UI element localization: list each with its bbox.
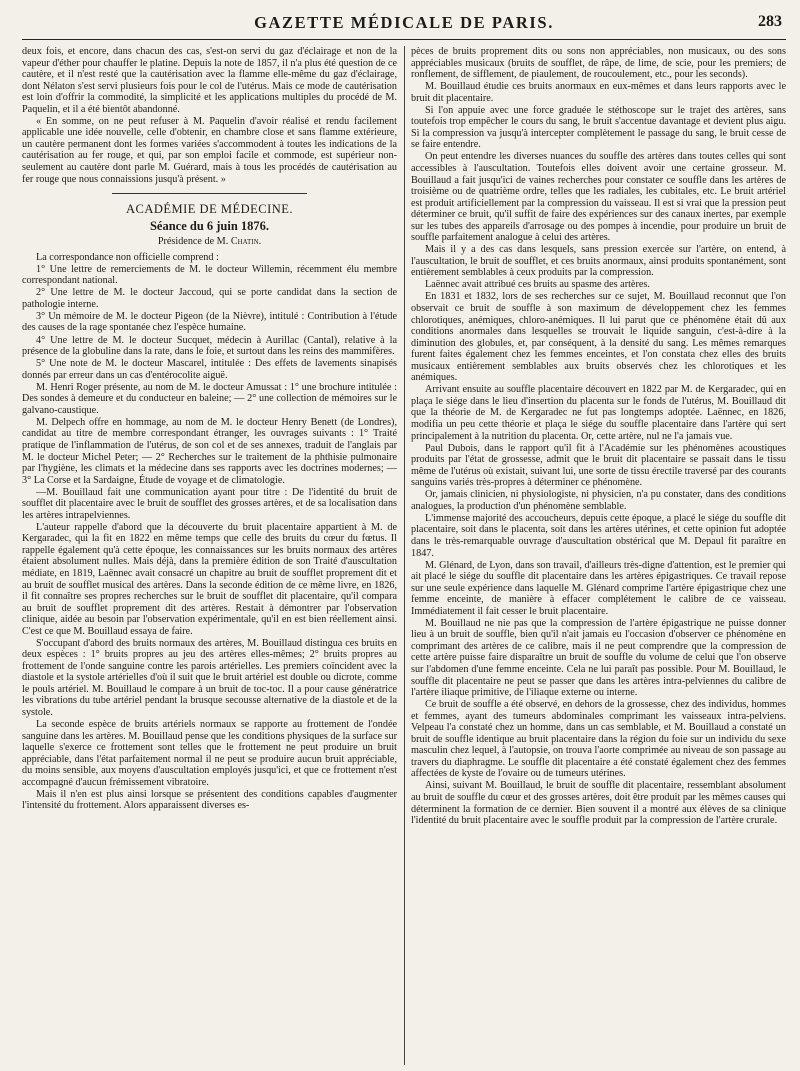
paragraph: Mais il n'en est plus ainsi lorsque se présentent des conditions capables d'augmenter l'intensité du frottement. Alors apparaissent diverses es-	[22, 788, 397, 812]
session-title: Séance du 6 juin 1876.	[149, 218, 270, 233]
paragraph: Arrivant ensuite au souffle placentaire découvert en 1822 par M. de Kergaradec, qui en plaça le siége dans le lieu d'insertion du placenta sur le fonds de l'utérus, M. Bouillaud dit que la théorie de M. de Kergaradec ne fut pas longtemps adoptée. Laënnec, en 1826, modifia un peu cette théorie et plaça le siége du souffle placentaire dans l'artère qui sert principalement à la nutrition du placenta. Or, cette artère, nul ne l'a jamais vue.	[411, 384, 786, 442]
paragraph: L'auteur rappelle d'abord que la découverte du bruit placentaire appartient à M. de Kergaradec, qui la fit en 1822 en même temps que celle des bruits du cœur du fœtus. Il rappelle également qu'à cette époque, les connaissances sur les bruits normaux des artères étaient absolument nulles. Mais déjà, dans la première édition de son Traité d'auscultation médiate, en 1819, Laënnec avait consacré un chapitre au bruit de soufflet proprement dit et au bruit de soufflet musical des artères. Dans la seconde édition de ce même livre, en 1826, il fit connaître ses propres recherches sur le bruit de soufflet dit placentaire, qu'il compara au bruit de soufflet proprement dit des artères. Restait à démontrer par l'observation clinique, aidée au besoin par l'observation expérimentale, qu'il en est bien réellement ainsi. C'est ce que M. Bouillaud essaya de faire.	[22, 521, 397, 637]
paragraph: Or, jamais clinicien, ni physiologiste, ni physicien, n'a pu constater, dans des conditions analogues, la production d'un phénomène semblable.	[411, 489, 786, 512]
paragraph: S'occupant d'abord des bruits normaux des artères, M. Bouillaud distingua ces bruits en deux espèces : 1° bruits propres au jeu des artères elles-mêmes; 2° bruits propres au frottement de l'onde sanguine contre les parois artérielles. Les premiers coïncident avec la diastole et la systole artérielles d'où il suit que le bruit artériel est double ou dicrote, comme le pouls artériel. M. Bouillaud le compare à un bruit de toc-toc. Il a pour cause génératrice les vibrations du tube artériel pendant la brusque secousse alternative de la diastole et de la systole.	[22, 637, 397, 719]
paragraph: En 1831 et 1832, lors de ses recherches sur ce sujet, M. Bouillaud reconnut que l'on observait ce bruit de souffle à son maximum de développement chez les femmes chlorotiques, anémiques, chloro-anémiques. Il lui parut que ce phénomène était dû aux conditions anormales dans lesquelles se trouvait le liquide sanguin, c'est-à-dire à la diminution des globules, et, par conséquent, à la densité du sang. Les mêmes remarques furent faites également chez les femmes enceintes, et l'on constata chez elles des bruits musicaux entièrement semblables aux bruits observés chez les chlorotiques et les anémiques.	[411, 291, 786, 384]
paragraph: 3° Un mémoire de M. le docteur Pigeon (de la Nièvre), intitulé : Contribution à l'étude des causes de la rage spontanée chez l'espèce humaine.	[22, 310, 397, 334]
paragraph: Mais il y a des cas dans lesquels, sans pression exercée sur l'artère, on entend, à l'auscultation, le bruit de soufflet, et ces bruits anormaux, ainsi produits spontanément, sont entièrement semblables à ceux produits par la compression.	[411, 244, 786, 279]
page-header	[22, 10, 786, 40]
paragraph: M. Glénard, de Lyon, dans son travail, d'ailleurs très-digne d'attention, est le premier qui ait placé le siége du souffle dit placentaire dans les artères épigastriques. Ce travail repose sur une seule expérience dans laquelle M. Glénard comprime l'artère épigastrique chez une femme enceinte, de manière à effacer complétement le calibre de ce vaisseau. Immédiatement il fait cesser le bruit placentaire.	[411, 559, 786, 617]
paragraph: « En somme, on ne peut refuser à M. Paquelin d'avoir réalisé et rendu facilement applicable une idée nouvelle, celle d'obtenir, en chambre close et sans flamme extérieure, un cautère permanent dont les formes variées s'accommodent à toutes les indications de la cautérisation au fer rouge, et qui, par son emploi facile et commode, est supérieur non-seulement au cautère dont parle M. Guérard, mais à tous les procédés de cautérisation au fer rouge que nous connaissions jusqu'à présent. »	[22, 115, 397, 185]
paragraph: M. Bouillaud étudie ces bruits anormaux en eux-mêmes et dans leurs rapports avec le bruit dit placentaire.	[411, 81, 786, 104]
right-column	[411, 46, 786, 1065]
text-columns	[22, 46, 786, 1065]
paragraph: 5° Une note de M. le docteur Mascarel, intitulée : Des effets de lavements sinapisés donnés par erreur dans un cas d'entérocolite aiguë.	[22, 358, 397, 381]
paragraph: 4° Une lettre de M. le docteur Sucquet, médecin à Aurillac (Cantal), relative à la présence de la globuline dans la rate, dans le foie, et surtout dans les reins des mammifères.	[22, 334, 397, 358]
page-number: 283	[758, 13, 782, 30]
section-title: ACADÉMIE DE MÉDECINE.	[125, 202, 294, 217]
paragraph: Si l'on appuie avec une force graduée le stéthoscope sur le trajet des artères, sans toutefois trop empêcher le cours du sang, le bruit s'accentue davantage et devient plus aigu. Si la compression va jusqu'à intercepter complètement le passage du sang, le bruit cesse de se faire entendre.	[411, 104, 786, 151]
presidency-line	[22, 236, 397, 248]
journal-title: GAZETTE MÉDICALE DE PARIS.	[254, 13, 554, 32]
president-name: Chatin.	[230, 236, 262, 248]
paragraph: Ainsi, suivant M. Bouillaud, le bruit de souffle dit placentaire, ressemblant absolument au bruit de souffle du cœur et des grosses artères, doit être produit par les mêmes causes qui déterminent la formation de ce dernier. Bien souvent il a montré aux élèves de sa clinique l'identité du bruit placentaire avec le souffle produit par la compression de l'artère crurale.	[411, 780, 786, 827]
section-divider	[112, 193, 307, 194]
left-column	[22, 46, 397, 1065]
presidency-label: Présidence de M.	[157, 236, 229, 248]
paragraph: M. Bouillaud ne nie pas que la compression de l'artère épigastrique ne puisse donner lieu à un bruit de souffle, bien qu'il n'ait jamais eu l'occasion d'observer ce phénomène en comprimant des artères de ce calibre, mais il ne peut comprendre que la compression de cette artère puisse faire disparaître un bruit de souffle du volume de celui que l'on observe sur l'abdomen d'une femme enceinte. Cela ne lui paraît pas possible. Pour M. Bouillaud, le souffle dit placentaire ne peut se passer que dans les artères intra-pelviennes du calibre de l'artère iliaque primitive, de l'iliaque externe ou interne.	[411, 617, 786, 699]
paragraph: Laënnec avait attribué ces bruits au spasme des artères.	[425, 279, 650, 291]
paragraph: La seconde espèce de bruits artériels normaux se rapporte au frottement de l'ondée sanguine dans les artères. M. Bouillaud pense que les conditions physiques de la surface sur laquelle s'exerce ce frottement sont telles que le frottement ne peut produire un bruit appréciable, dans l'état parfaitement normal il ne peut se produire aucun bruit appréciable, du moins sensible, aux moyens d'auscultation employés jusqu'ici, et que ce frottement n'est accompagné d'aucun frémissement vibratoire.	[22, 719, 397, 788]
paragraph: 1° Une lettre de remerciements de M. le docteur Willemin, récemment élu membre correspondant national.	[22, 263, 397, 287]
paragraph: Ce bruit de souffle a été observé, en dehors de la grossesse, chez des individus, hommes et femmes, ayant des tumeurs abdominales comprimant les vaisseaux intra-pelviens. Velpeau l'a constaté chez un homme, dans un cas semblable, et M. Bouillaud a constaté un bruit de souffle identique au bruit placentaire dans la région du foie sur un individu du sexe masculin chez lequel, à l'autopsie, on trouva l'aorte comprimée au niveau de son passage au travers du diaphragme. Le souffle dit placentaire a été constaté également chez des femmes affectées de kyste de l'ovaire ou de tumeurs utérines.	[411, 699, 786, 780]
paragraph: 2° Une lettre de M. le docteur Jaccoud, qui se porte candidat dans la section de pathologie interne.	[22, 287, 397, 310]
paragraph: L'immense majorité des accoucheurs, depuis cette époque, a placé le siége du souffle dit placentaire, soit dans le placenta, soit dans les artères utérines, et cette opinion fut adoptée dans le très-remarquable ouvrage d'auscultation obstérical que M. Depaul fit paraître en 1847.	[411, 512, 786, 559]
paragraph: Paul Dubois, dans le rapport qu'il fit à l'Académie sur les phénomènes acoustiques produits par l'état de grossesse, admit que le bruit dit placentaire se passait dans le tissu même de l'utérus où existait, suivant lui, une sorte de tissu érectile traversé par des courants sanguins variés très-propres à déterminer ce phénomène.	[411, 442, 786, 489]
paragraph: La correspondance non officielle comprend :	[36, 251, 219, 263]
paragraph: deux fois, et encore, dans chacun des cas, s'est-on servi du gaz d'éclairage et non de la vapeur d'éther pour chauffer le platine. Depuis la note de 1857, il n'a plus été question de ce cautère, et il n'est resté que la cautérisation avec la flamme elle-même du gaz d'éclairage, dont Nélaton s'est servi plusieurs fois pour le col de l'utérus. Mais ce mode de cautérisation est loin d'offrir la commodité, la simplicité et les applications multiples du procédé de M. Paquelin, et il a été bientôt abandonné.	[22, 46, 397, 115]
paragraph: —M. Bouillaud fait une communication ayant pour titre : De l'identité du bruit de soufflet dit placentaire avec le bruit de soufflet des grosses artères, et de sa localisation dans les artères intrapelviennes.	[22, 486, 397, 521]
paragraph: M. Henri Roger présente, au nom de M. le docteur Amussat : 1° une brochure intitulée : Des sondes à demeure et du conducteur en baleine; — 2° une collection de mémoires sur le galvano-caustique.	[22, 381, 397, 416]
paragraph: M. Delpech offre en hommage, au nom de M. le docteur Henry Benett (de Londres), candidat au titre de membre correspondant étranger, les ouvrages suivants : 1° Traité pratique de l'inflammation de l'utérus, de son col et de ses annexes, traduit de l'anglais par M. le docteur Michel Peter; — 2° Recherches sur le traitement de la phthisie pulmonaire par l'hygiène, les climats et la médecine dans ses rapports avec les doctrines modernes; — 3° La Corse et la Sardaigne, Étude de voyage et de climatologie.	[22, 416, 397, 486]
paragraph: pèces de bruits proprement dits ou sons non appréciables, non musicaux, ou des sons appréciables musicaux (bruits de soufflet, de râpe, de lime, de scie, pour les premiers; de ronflement, de sifflement, de piaulement, de roucoulement, etc., pour les seconds).	[411, 46, 786, 81]
paragraph: On peut entendre les diverses nuances du souffle des artères dans toutes celles qui sont accessibles à l'auscultation. Toutefois elles doivent avoir une certaine grosseur. M. Bouillaud a fait jusqu'ici de vaines recherches pour constater ce souffle dans les artères de troisième ou de quatrième ordre, telles que les radiales, les cubitales, etc. Le bruit artériel est produit artificiellement par la compression du vaisseau. Il est si vrai que la pression peut déterminer ce bruit, qu'il suffit de faire des expériences sur des canaux inertes, par exemple sur les tubes des appareils d'arrosage ou des pompes à incendie, pour produire un bruit de souffle parfaitement analogue à celui des artères.	[411, 151, 786, 244]
